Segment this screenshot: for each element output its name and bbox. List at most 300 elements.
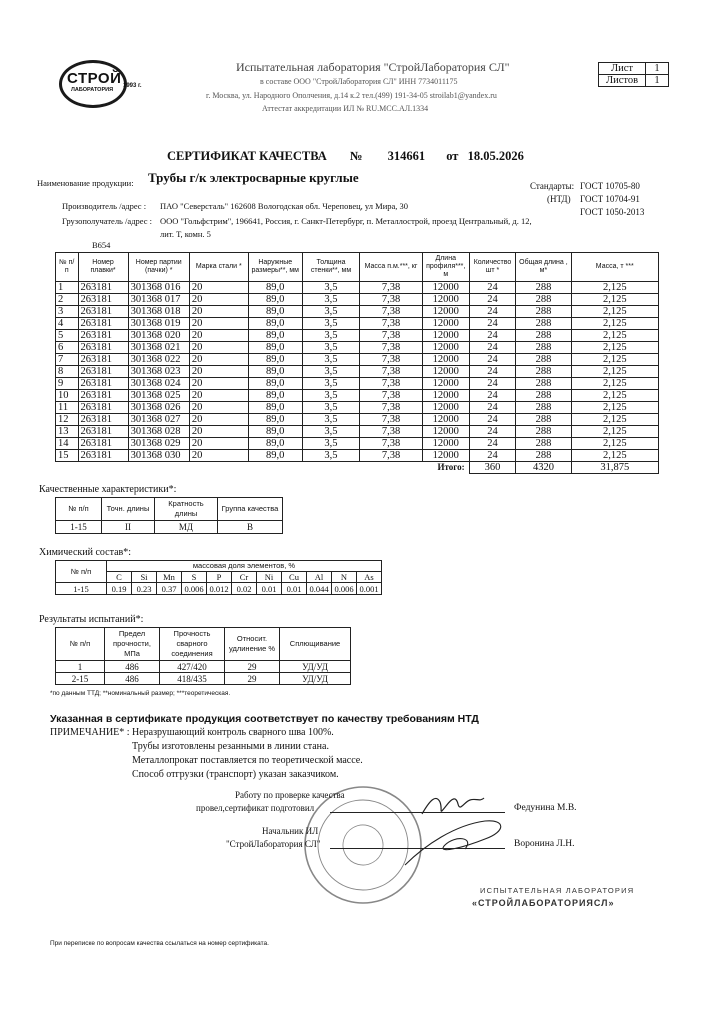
main-table <box>55 252 659 474</box>
table-row <box>56 330 659 342</box>
table-cell: 3,5 <box>302 438 359 450</box>
chem-value: 0.044 <box>307 583 332 595</box>
certificate-number: 314661 <box>387 149 426 163</box>
quality-cell: II <box>102 521 155 534</box>
table-cell: 263181 <box>78 450 128 462</box>
table-cell: 24 <box>469 438 516 450</box>
table-cell: 3,5 <box>302 354 359 366</box>
table-cell: 24 <box>469 366 516 378</box>
table-cell: 24 <box>469 294 516 306</box>
table-cell: 24 <box>469 390 516 402</box>
tests-table <box>55 627 351 685</box>
quality-cell: В <box>218 521 283 534</box>
table-cell: 24 <box>469 354 516 366</box>
table-cell: 20 <box>189 318 248 330</box>
table-cell: 2,125 <box>571 390 658 402</box>
table-cell: 263181 <box>78 354 128 366</box>
quality-header: Кратность длины <box>155 498 218 521</box>
producer-label: Производитель /адрес : <box>62 201 147 211</box>
table-row <box>56 342 659 354</box>
product-label: Наименование продукции: <box>37 178 134 188</box>
table-cell: 7,38 <box>360 342 423 354</box>
tests-cell: 2-15 <box>56 673 105 685</box>
table-row <box>56 450 659 462</box>
chem-value: 0.01 <box>257 583 282 595</box>
table-cell: 24 <box>469 378 516 390</box>
chem-element: As <box>357 572 382 583</box>
checker-name: Федунина М.В. <box>514 803 577 813</box>
table-cell: 24 <box>469 450 516 462</box>
table-cell: 3,5 <box>302 306 359 318</box>
table-cell: 3,5 <box>302 330 359 342</box>
col-header: Масса п.м.***, кг <box>360 253 423 282</box>
tests-cell: 486 <box>105 673 160 685</box>
chem-element: Ni <box>257 572 282 583</box>
table-cell: 20 <box>189 450 248 462</box>
table-cell: 3,5 <box>302 426 359 438</box>
table-cell: 20 <box>189 402 248 414</box>
table-cell: 301368 024 <box>128 378 189 390</box>
table-cell: 263181 <box>78 366 128 378</box>
chem-element: N <box>332 572 357 583</box>
tests-header: Сплющивание <box>280 628 351 661</box>
chem-group-header: массовая доля элементов, % <box>107 561 382 572</box>
table-cell: 2,125 <box>571 294 658 306</box>
standards-label: Стандарты: <box>530 181 575 191</box>
table-cell: 89,0 <box>248 306 302 318</box>
table-cell: 7 <box>56 354 79 366</box>
table-cell: 288 <box>516 282 571 294</box>
total-mass: 31,875 <box>571 462 658 474</box>
table-cell: 89,0 <box>248 438 302 450</box>
table-cell: 24 <box>469 282 516 294</box>
table-cell: 263181 <box>78 306 128 318</box>
table-cell: 15 <box>56 450 79 462</box>
table-cell: 301368 016 <box>128 282 189 294</box>
table-cell: 12000 <box>422 426 469 438</box>
quality-cell: МД <box>155 521 218 534</box>
table-cell: 2,125 <box>571 366 658 378</box>
chem-row-id: 1-15 <box>56 583 107 595</box>
logo-year: 1993 г. <box>123 83 142 89</box>
table-cell: 12000 <box>422 378 469 390</box>
head-line-1: Начальник ИЛ <box>262 826 319 836</box>
main-table-header <box>56 253 659 282</box>
chem-value: 0.37 <box>157 583 182 595</box>
table-cell: 288 <box>516 306 571 318</box>
chem-value: 0.006 <box>332 583 357 595</box>
table-cell: 7,38 <box>360 366 423 378</box>
table-cell: 20 <box>189 414 248 426</box>
table-cell: 301368 022 <box>128 354 189 366</box>
table-cell: 1 <box>56 282 79 294</box>
table-cell: 7,38 <box>360 318 423 330</box>
tests-title: Результаты испытаний*: <box>39 614 144 625</box>
table-cell: 20 <box>189 438 248 450</box>
sheet-counter <box>598 62 669 87</box>
table-cell: 263181 <box>78 438 128 450</box>
table-cell: 89,0 <box>248 378 302 390</box>
quality-header: № п/п <box>56 498 102 521</box>
table-cell: 3,5 <box>302 282 359 294</box>
table-row <box>56 306 659 318</box>
table-cell: 20 <box>189 378 248 390</box>
table-cell: 12000 <box>422 402 469 414</box>
ntd-label: (НТД) <box>547 194 571 204</box>
chem-value: 0.006 <box>182 583 207 595</box>
table-cell: 263181 <box>78 318 128 330</box>
notes-label: ПРИМЕЧАНИЕ* : <box>50 727 130 738</box>
table-cell: 2,125 <box>571 282 658 294</box>
lab-line2: г. Москва, ул. Народного Ополчения, д.14 к.2 тел.(499) 191-34-05 stroilab1@yandex.ru <box>206 91 497 100</box>
product-name: Трубы г/к электросварные круглые <box>148 170 359 185</box>
table-cell: 3,5 <box>302 414 359 426</box>
table-cell: 12000 <box>422 366 469 378</box>
table-cell: 24 <box>469 342 516 354</box>
footnote: *по данным ТТД; **номинальный размер; ***теоретическая. <box>50 690 231 697</box>
quality-header: Точн. длины <box>102 498 155 521</box>
tests-cell: 29 <box>225 661 280 673</box>
chem-title: Химический состав*: <box>39 547 132 558</box>
table-cell: 7,38 <box>360 438 423 450</box>
note-item: Способ отгрузки (транспорт) указан заказчиком. <box>132 769 339 780</box>
table-cell: 263181 <box>78 282 128 294</box>
lab-stamp-line-1: ИСПЫТАТЕЛЬНАЯ ЛАБОРАТОРИЯ <box>480 886 635 895</box>
table-cell: 2,125 <box>571 402 658 414</box>
chem-element: Cr <box>232 572 257 583</box>
table-cell: 288 <box>516 414 571 426</box>
table-row <box>56 282 659 294</box>
table-row <box>56 426 659 438</box>
col-header: Толщина стенки**, мм <box>302 253 359 282</box>
table-cell: 3,5 <box>302 450 359 462</box>
table-cell: 20 <box>189 294 248 306</box>
table-cell: 6 <box>56 342 79 354</box>
table-cell: 12000 <box>422 414 469 426</box>
tests-header: Прочность сварного соединения <box>160 628 225 661</box>
date-prefix: от <box>446 149 459 163</box>
chem-element: Cu <box>282 572 307 583</box>
chem-value: 0.012 <box>207 583 232 595</box>
table-cell: 12000 <box>422 282 469 294</box>
table-cell: 288 <box>516 366 571 378</box>
table-cell: 263181 <box>78 402 128 414</box>
table-cell: 3,5 <box>302 378 359 390</box>
table-cell: 7,38 <box>360 390 423 402</box>
chem-value: 0.001 <box>357 583 382 595</box>
col-header: Количество шт * <box>469 253 516 282</box>
table-cell: 288 <box>516 438 571 450</box>
table-cell: 288 <box>516 342 571 354</box>
table-cell: 13 <box>56 426 79 438</box>
table-cell: 20 <box>189 282 248 294</box>
table-cell: 263181 <box>78 342 128 354</box>
consignee-value: ООО "Гольфстрим", 196641, Россия, г. Санкт-Петербург, п. Металлострой, проезд Центральный, д. 12, <box>160 216 532 226</box>
table-cell: 263181 <box>78 294 128 306</box>
table-cell: 7,38 <box>360 378 423 390</box>
table-cell: 89,0 <box>248 426 302 438</box>
table-cell: 5 <box>56 330 79 342</box>
lab-logo <box>57 58 147 108</box>
table-row <box>56 402 659 414</box>
quality-header: Группа качества <box>218 498 283 521</box>
table-cell: 301368 021 <box>128 342 189 354</box>
tests-header: № п/п <box>56 628 105 661</box>
table-cell: 89,0 <box>248 282 302 294</box>
table-row <box>56 366 659 378</box>
table-cell: 20 <box>189 366 248 378</box>
col-header: Номер партии (пачки) * <box>128 253 189 282</box>
table-cell: 89,0 <box>248 342 302 354</box>
col-header: Марка стали * <box>189 253 248 282</box>
table-cell: 7,38 <box>360 306 423 318</box>
total-qty: 360 <box>469 462 516 474</box>
consignee-value-2: лит. Т, комн. 5 <box>160 229 211 239</box>
lab-line1: в составе ООО "СтройЛаборатория СЛ" ИНН 7734011175 <box>260 77 458 86</box>
table-cell: 301368 029 <box>128 438 189 450</box>
table-cell: 263181 <box>78 330 128 342</box>
tests-cell: УД/УД <box>280 673 351 685</box>
tests-header: Предел прочности, МПа <box>105 628 160 661</box>
chem-value: 0.23 <box>132 583 157 595</box>
note-item: Металлопрокат поставляется по теоретической массе. <box>132 755 363 766</box>
note-item: Неразрушающий контроль сварного шва 100%. <box>132 727 334 738</box>
chem-element: Mn <box>157 572 182 583</box>
table-cell: 288 <box>516 330 571 342</box>
table-row <box>56 318 659 330</box>
col-header: Общая длина , м* <box>516 253 571 282</box>
quality-title: Качественные характеристики*: <box>39 484 177 495</box>
table-row <box>56 354 659 366</box>
table-cell: 14 <box>56 438 79 450</box>
table-cell: 12000 <box>422 450 469 462</box>
conformity-statement: Указанная в сертификате продукция соответствует по качеству требованиям НТД <box>50 713 479 725</box>
col-header: № п/п <box>56 253 79 282</box>
table-cell: 2,125 <box>571 354 658 366</box>
table-cell: 7,38 <box>360 294 423 306</box>
total-length: 4320 <box>516 462 571 474</box>
table-cell: 301368 030 <box>128 450 189 462</box>
certificate-title <box>167 149 524 164</box>
table-cell: 301368 023 <box>128 366 189 378</box>
table-cell: 3,5 <box>302 342 359 354</box>
chem-element: S <box>182 572 207 583</box>
quality-cell: 1-15 <box>56 521 102 534</box>
table-cell: 20 <box>189 306 248 318</box>
table-cell: 12000 <box>422 354 469 366</box>
col-header: Длина профиля***, м <box>422 253 469 282</box>
chem-element: Si <box>132 572 157 583</box>
table-row <box>56 378 659 390</box>
table-cell: 301368 019 <box>128 318 189 330</box>
table-cell: 3,5 <box>302 402 359 414</box>
table-cell: 24 <box>469 330 516 342</box>
table-cell: 263181 <box>78 414 128 426</box>
table-cell: 263181 <box>78 390 128 402</box>
table-cell: 89,0 <box>248 294 302 306</box>
table-cell: 3,5 <box>302 366 359 378</box>
table-cell: 24 <box>469 426 516 438</box>
sheet-value: 1 <box>646 63 669 75</box>
chem-element: Al <box>307 572 332 583</box>
chem-value: 0.19 <box>107 583 132 595</box>
sheets-label: Листов <box>599 75 646 87</box>
table-cell: 7,38 <box>360 354 423 366</box>
table-cell: 2,125 <box>571 378 658 390</box>
table-cell: 288 <box>516 390 571 402</box>
wagon-code: В654 <box>92 240 111 250</box>
number-sign: № <box>349 149 363 163</box>
table-cell: 7,38 <box>360 450 423 462</box>
table-cell: 3,5 <box>302 390 359 402</box>
head-line-2: "СтройЛаборатория СЛ" <box>226 839 321 849</box>
table-cell: 12000 <box>422 318 469 330</box>
table-cell: 288 <box>516 294 571 306</box>
lab-stamp-line-2: «СТРОЙЛАБОРАТОРИЯСЛ» <box>472 898 615 908</box>
table-cell: 2,125 <box>571 426 658 438</box>
lab-line3: Аттестат аккредитации ИЛ № RU.МСС.АЛ.1334 <box>262 104 429 113</box>
table-cell: 20 <box>189 330 248 342</box>
note-item: Трубы изготовлены резанными в линии стана. <box>132 741 329 752</box>
tests-cell: УД/УД <box>280 661 351 673</box>
table-cell: 12 <box>56 414 79 426</box>
table-cell: 10 <box>56 390 79 402</box>
table-cell: 7,38 <box>360 282 423 294</box>
table-cell: 7,38 <box>360 330 423 342</box>
total-label: Итого: <box>437 462 465 473</box>
table-cell: 301368 026 <box>128 402 189 414</box>
table-cell: 24 <box>469 414 516 426</box>
table-cell: 89,0 <box>248 366 302 378</box>
table-cell: 89,0 <box>248 354 302 366</box>
table-cell: 301368 025 <box>128 390 189 402</box>
table-cell: 20 <box>189 390 248 402</box>
table-cell: 2,125 <box>571 306 658 318</box>
table-cell: 288 <box>516 402 571 414</box>
bottom-note: При переписке по вопросам качества ссылаться на номер сертификата. <box>50 940 269 947</box>
table-cell: 3,5 <box>302 318 359 330</box>
table-cell: 263181 <box>78 426 128 438</box>
table-cell: 301368 017 <box>128 294 189 306</box>
standard-2: ГОСТ 10704-91 <box>580 194 640 204</box>
table-cell: 4 <box>56 318 79 330</box>
table-cell: 24 <box>469 402 516 414</box>
standard-1: ГОСТ 10705-80 <box>580 181 640 191</box>
tests-header: Относит. удлинение % <box>225 628 280 661</box>
table-cell: 89,0 <box>248 450 302 462</box>
table-cell: 89,0 <box>248 390 302 402</box>
tests-cell: 486 <box>105 661 160 673</box>
tests-cell: 1 <box>56 661 105 673</box>
chem-element: C <box>107 572 132 583</box>
standard-3: ГОСТ 1050-2013 <box>580 207 645 217</box>
col-header: Наружные размеры**, мм <box>248 253 302 282</box>
table-cell: 288 <box>516 378 571 390</box>
table-row <box>56 390 659 402</box>
table-cell: 12000 <box>422 342 469 354</box>
title-text: СЕРТИФИКАТ КАЧЕСТВА <box>167 149 327 163</box>
tests-cell: 29 <box>225 673 280 685</box>
table-cell: 8 <box>56 366 79 378</box>
table-cell: 12000 <box>422 330 469 342</box>
table-cell: 2,125 <box>571 450 658 462</box>
table-cell: 7,38 <box>360 414 423 426</box>
table-cell: 288 <box>516 354 571 366</box>
table-cell: 3 <box>56 306 79 318</box>
table-cell: 301368 020 <box>128 330 189 342</box>
table-cell: 288 <box>516 426 571 438</box>
table-cell: 288 <box>516 318 571 330</box>
totals-row <box>56 462 659 474</box>
table-cell: 2,125 <box>571 414 658 426</box>
table-cell: 2,125 <box>571 342 658 354</box>
table-cell: 24 <box>469 306 516 318</box>
table-cell: 12000 <box>422 294 469 306</box>
table-cell: 3,5 <box>302 294 359 306</box>
col-header: Масса, т *** <box>571 253 658 282</box>
logo-small-text: ЛАБОРАТОРИЯ <box>71 87 114 93</box>
head-name: Воронина Л.Н. <box>514 839 575 849</box>
table-cell: 89,0 <box>248 402 302 414</box>
consignee-label: Грузополучатель /адрес : <box>62 216 153 226</box>
signature-head <box>395 815 515 875</box>
certificate-date: 18.05.2026 <box>467 149 524 163</box>
checker-line-2: провел,сертификат подготовил <box>196 803 315 813</box>
tests-cell: 427/420 <box>160 661 225 673</box>
table-cell: 7,38 <box>360 402 423 414</box>
table-cell: 89,0 <box>248 330 302 342</box>
chem-num-header: № п/п <box>56 561 107 583</box>
table-cell: 2,125 <box>571 438 658 450</box>
table-cell: 89,0 <box>248 318 302 330</box>
table-cell: 20 <box>189 354 248 366</box>
lab-name: Испытательная лаборатория "СтройЛаборатория СЛ" <box>236 60 510 74</box>
quality-table <box>55 497 283 534</box>
chem-table <box>55 560 382 595</box>
table-cell: 301368 027 <box>128 414 189 426</box>
table-cell: 301368 028 <box>128 426 189 438</box>
table-row <box>56 414 659 426</box>
table-cell: 2,125 <box>571 330 658 342</box>
table-row <box>56 438 659 450</box>
table-cell: 288 <box>516 450 571 462</box>
sheet-label: Лист <box>599 63 646 75</box>
table-cell: 12000 <box>422 390 469 402</box>
table-cell: 2,125 <box>571 318 658 330</box>
table-cell: 89,0 <box>248 414 302 426</box>
table-cell: 7,38 <box>360 426 423 438</box>
col-header: Номер плавки* <box>78 253 128 282</box>
table-cell: 2 <box>56 294 79 306</box>
table-cell: 12000 <box>422 438 469 450</box>
checker-line-1: Работу по проверке качества <box>235 790 345 800</box>
table-cell: 20 <box>189 342 248 354</box>
tests-cell: 418/435 <box>160 673 225 685</box>
chem-value: 0.01 <box>282 583 307 595</box>
table-cell: 12000 <box>422 306 469 318</box>
table-cell: 24 <box>469 318 516 330</box>
table-cell: 9 <box>56 378 79 390</box>
sheets-value: 1 <box>646 75 669 87</box>
producer-value: ПАО "Северсталь" 162608 Вологодская обл. Череповец, ул Мира, 30 <box>160 201 409 211</box>
table-cell: 20 <box>189 426 248 438</box>
chem-element: P <box>207 572 232 583</box>
table-cell: 301368 018 <box>128 306 189 318</box>
logo-big-text: СТРОЙ <box>67 70 122 87</box>
table-cell: 263181 <box>78 378 128 390</box>
table-cell: 11 <box>56 402 79 414</box>
table-row <box>56 294 659 306</box>
